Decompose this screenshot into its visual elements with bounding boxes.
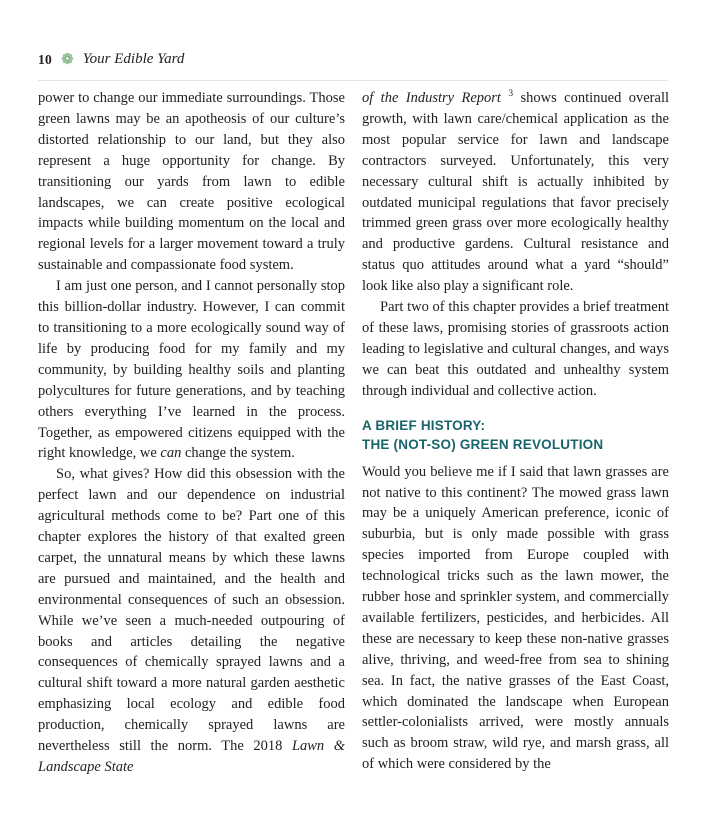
- running-header: [38, 51, 184, 68]
- body-paragraph: [362, 297, 669, 402]
- text-column-left: [38, 88, 345, 778]
- body-paragraph: [38, 276, 345, 464]
- body-paragraph: [38, 464, 345, 778]
- text-run: change the system.: [181, 445, 295, 462]
- page-number: 10: [38, 51, 53, 67]
- section-heading: A BRIEF HISTORY: THE (NOT-SO) GREEN REVOLUTION: [362, 417, 604, 452]
- text-run: shows continued overall growth, with lawn care/chemical application as the most popular service for lawn and landscape contractors surveyed. Unfortunately, this very necessary cultural shift is actually inhibited by outdated municipal regulations that favor precisely trimmed green grass over more ecologically healthy and productive gardens. Cultural resistance and status quo attitudes around what a yard “should” look like also play a significant role.: [362, 90, 669, 295]
- text-run: power to change our immediate surroundings. Those green lawns may be an apotheosis of our culture’s distorted relationship to our land, but they also represent a huge opportunity for change. By transitioning our yards from lawn to edible landscapes, we can create positive ecological impacts while building momentum on the local and regional levels for a larger movement toward a truly sustainable and compassionate food system.: [38, 90, 345, 274]
- text-run: can: [160, 445, 182, 462]
- header-rule: [38, 80, 668, 81]
- page-body: [38, 88, 670, 778]
- text-run: of the Industry Report: [362, 90, 501, 106]
- footnote-marker: 3: [508, 89, 514, 100]
- text-column-right: [362, 88, 669, 778]
- text-run: Would you believe me if I said that lawn grasses are not native to this continent? The mowed grass lawn may be a uniquely American preference, iconic of suburbia, but is only made possible with grass species imported from Europe coupled with technological tricks such as the lawn mower, the rubber hose and sprinkler system, and commercially available fertilizers, pesticides, and herbicides. All these are necessary to keep these non-native grasses alive, thriving, and weed-free from sea to shining sea. In fact, the native grasses of the East Coast, which dominated the landscape when European settler-colonialists arrived, were mostly annuals such as broom straw, wild rye, and marsh grass, all of which were considered by the: [362, 463, 669, 773]
- text-run: So, what gives? How did this obsession with the perfect lawn and our dependence on industrial agricultural methods come to be? Part one of this chapter explores the history of that exalted green carpet, the unnatural means by which these lawns are pursued and maintained, and the health and environmental consequences of such an obsession. While we’ve seen a much-needed outpouring of books and articles detailing the negative consequences of chemically sprayed lawns and a cultural shift toward a more natural garden aesthetic emphasizing local ecology and edible food production, chemically sprayed lawns are nevertheless still the norm. The 2018: [38, 466, 345, 755]
- running-title: Your Edible Yard: [82, 51, 185, 67]
- body-paragraph: [362, 462, 669, 776]
- body-paragraph: [38, 88, 345, 276]
- text-run: I am just one person, and I cannot personally stop this billion-dollar industry. However, I can commit to transitioning to a more ecologically sound way of life by producing food for my family and my community, by building healthy soils and planting polycultures for future generations, and by teaching others everything I’ve learned in the process. Together, as empowered citizens equipped with the right knowledge, we: [38, 278, 345, 462]
- leaf-cluster-ornament-icon: ❁: [61, 50, 74, 68]
- body-paragraph: [362, 88, 669, 297]
- text-run: Part two of this chapter provides a brief treatment of these laws, promising stories of grassroots action leading to legislative and cultural changes, and ways we can beat this outdated and unhealthy system through individual and collective action.: [362, 299, 669, 399]
- text-run: Lawn & Landscape State: [38, 738, 345, 775]
